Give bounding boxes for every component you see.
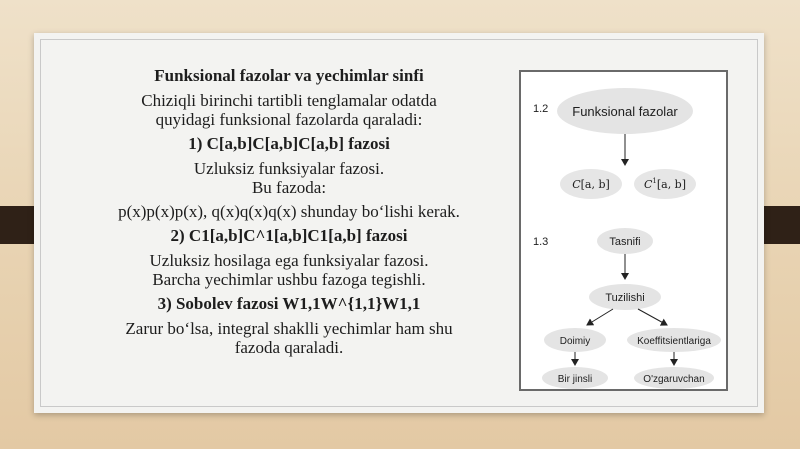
intro-line-2: quyidagi funksional fazolarda qaraladi: <box>155 110 423 129</box>
sobolev-desc-1: Zarur bo‘lsa, integral shaklli yechimlar ham shu <box>125 319 453 338</box>
diagram-panel <box>519 70 728 391</box>
node-tasnifi-label: Tasnifi <box>609 236 641 248</box>
c-space-condition: p(x)p(x)p(x), q(x)q(x)q(x) shunday bo‘lishi kerak. <box>118 202 460 221</box>
heading-c-space: 1) C[a,b]C[a,b]C[a,b] fazosi <box>188 134 390 153</box>
heading-c1-space: 2) C1[a,b]C^1[a,b]C1[a,b] fazosi <box>170 226 408 245</box>
leaf-ozgaruvchan-label: O'zgaruvchan <box>643 374 705 385</box>
node-koeff-label: Koeffitsientlariga <box>637 336 711 347</box>
c-space-desc: Uzluksiz funksiyalar fazosi. <box>193 159 385 178</box>
node-doimiy-label: Doimiy <box>559 336 591 347</box>
c1-space-desc: Uzluksiz hosilaga ega funksiyalar fazosi. <box>149 251 429 270</box>
slide-title: Funksional fazolar va yechimlar sinfi <box>154 66 424 85</box>
text-column <box>84 66 494 357</box>
c-space-note: Bu fazoda: <box>251 178 327 197</box>
node-c-space-label: C[a, b] <box>572 178 610 191</box>
arrow-tuzilishi-to-doimiy <box>587 309 613 325</box>
node-main-label: Funksional fazolar <box>572 104 678 119</box>
sobolev-desc-2: fazoda qaraladi. <box>234 338 344 357</box>
heading-sobolev-space: 3) Sobolev fazosi W1,1W^{1,1}W1,1 <box>157 294 421 313</box>
section-label-1-3: 1.3 <box>533 236 549 248</box>
c1-space-note: Barcha yechimlar ushbu fazoga tegishli. <box>152 270 426 289</box>
arrow-tuzilishi-to-koeff <box>638 309 667 325</box>
section-label-1-2: 1.2 <box>533 103 549 115</box>
node-c1-space-label: $C^1[a$, b] <box>643 177 687 191</box>
diagram-svg <box>521 72 726 389</box>
leaf-bir-jinsli-label: Bir jinsli <box>557 374 593 385</box>
node-tuzilishi-label: Tuzilishi <box>605 292 645 304</box>
intro-line-1: Chiziqli birinchi tartibli tenglamalar odatda <box>141 91 437 110</box>
